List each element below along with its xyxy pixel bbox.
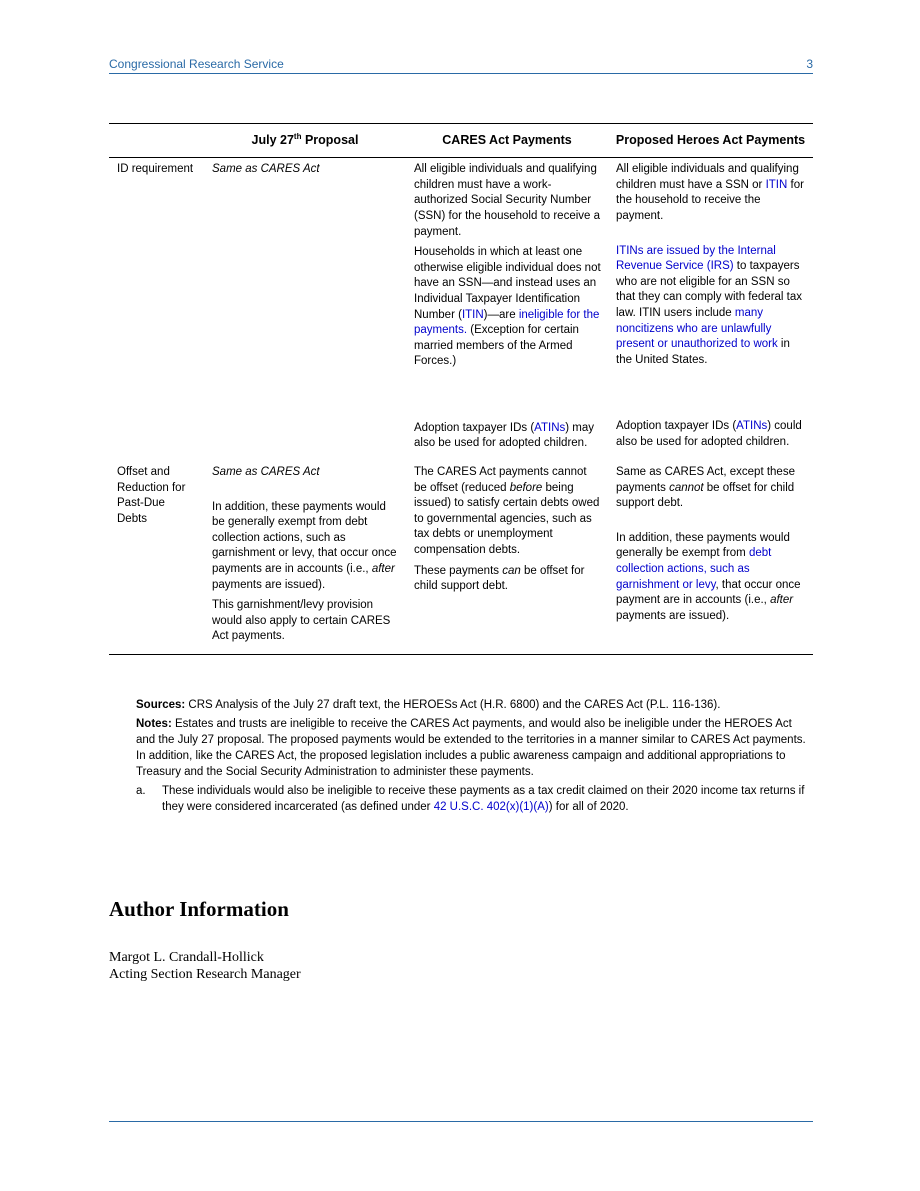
footnote-a: a. These individuals would also be ineligible to receive these payments as a tax credit claimed on their 2020 income tax returns if they were considered incarcerated (as defined under 42 U.S.C. 402(x)(1)(A)) for all of 2020. <box>136 785 805 813</box>
july-p3: This garnishment/levy provision would also apply to certain CARES Act payments. <box>212 599 391 643</box>
heroes-p1: Same as CARES Act, except these payments cannot be offset for child support debt. <box>616 466 795 510</box>
author-role: Acting Section Research Manager <box>109 967 301 982</box>
cares-p2: These payments can be offset for child support debt. <box>414 564 585 593</box>
itin-irs-link[interactable]: ITINs are issued by the Internal Revenue Service (IRS) <box>616 244 776 273</box>
heroes-p2: In addition, these payments would generally be exempt from debt collection actions, such as garnishment or levy, that occur once payment are in accounts (i.e., after payments are issued). <box>616 531 801 622</box>
heroes-p3: Adoption taxpayer IDs (ATINs) could also be used for adopted children. <box>616 420 802 448</box>
july-cell <box>204 461 406 654</box>
row-label: ID requirement <box>117 163 194 176</box>
author-section-title: Author Information <box>109 897 289 921</box>
cares-p1: All eligible individuals and qualifying children must have a work-authorized Social Security Number (SSN) for the household to receive a payment. <box>414 163 601 238</box>
header-heroes-act: Proposed Heroes Act Payments <box>608 124 813 158</box>
row-label: Offset and Reduction for Past-Due Debts <box>109 461 204 654</box>
table-notes <box>136 697 812 818</box>
page-number: 3 <box>806 57 813 71</box>
cares-p3: Adoption taxpayer IDs (ATINs) may also be used for adopted children. <box>414 421 595 450</box>
author-name: Margot L. Crandall-Hollick <box>109 950 264 965</box>
table-row-id-requirement <box>109 158 813 461</box>
itin-link[interactable]: ITIN <box>461 308 484 321</box>
page-header <box>109 56 813 74</box>
itin-link[interactable]: ITIN <box>765 178 788 191</box>
header-empty <box>109 124 204 158</box>
july-p2: In addition, these payments would be generally exempt from debt collection actions, such as garnishment or levy, that occur once payments are in accounts (i.e., after payments are issued). <box>212 500 397 591</box>
comparison-table <box>109 123 813 655</box>
atins-link[interactable]: ATINs <box>534 421 566 434</box>
header-july-proposal: July 27th Proposal <box>204 124 406 158</box>
july-p1: Same as CARES Act <box>212 466 320 479</box>
sources-note: Sources: CRS Analysis of the July 27 draft text, the HEROESs Act (H.R. 6800) and the CARES Act (P.L. 116-136). <box>136 699 721 711</box>
notes-paragraph: Notes: Estates and trusts are ineligible to receive the CARES Act payments, and would also be ineligible under the HEROES Act and the July 27 proposal. The proposed payments would be extended to the territories in a manner similar to CARES Act payments. In addition, like the CARES Act, the proposed legislation includes a public awareness campaign and additional appropriations to Treasury and the Social Security Administration to administer these payments. <box>136 718 806 778</box>
heroes-p1: All eligible individuals and qualifying children must have a SSN or ITIN for the household to receive the payment. <box>616 163 804 222</box>
debt-collection-link[interactable]: debt collection actions, such as garnishment or levy <box>616 547 772 591</box>
header-cares-act: CARES Act Payments <box>406 124 608 158</box>
ineligible-link[interactable]: ineligible for the payments. <box>414 308 600 337</box>
heroes-p2: ITINs are issued by the Internal Revenue Service (IRS) to taxpayers who are not eligible for an SSN so that they can comply with federal tax law. ITIN users include many noncitizens who are unlawfully present or unauthorized to work in the United States. <box>616 244 803 366</box>
cares-p2: Households in which at least one otherwise eligible individual does not have an SSN—and instead uses an Individual Taxpayer Identification Number (ITIN)—are ineligible for the payments. (Exception for certain married members of the Armed Forces.) <box>414 246 601 368</box>
cares-cell <box>406 158 608 461</box>
july-cell <box>204 158 406 461</box>
table-header-row <box>109 124 813 158</box>
noncitizens-link[interactable]: many noncitizens who are unlawfully present or unauthorized to work <box>616 306 778 351</box>
header-org-name: Congressional Research Service <box>109 57 284 71</box>
heroes-cell <box>608 461 813 654</box>
usc-link[interactable]: 42 U.S.C. 402(x)(1)(A) <box>433 801 549 813</box>
cares-p1: The CARES Act payments cannot be offset (reduced before being issued) to satisfy certain debts owed to governmental agencies, such as tax debts or unemployment compensation debts. <box>414 466 600 557</box>
atins-link[interactable]: ATINs <box>736 420 768 433</box>
july-text: Same as CARES Act <box>212 163 320 176</box>
heroes-cell <box>608 158 813 461</box>
cares-cell <box>406 461 608 654</box>
table-row-offset <box>109 461 813 654</box>
footer-rule <box>109 1121 813 1122</box>
